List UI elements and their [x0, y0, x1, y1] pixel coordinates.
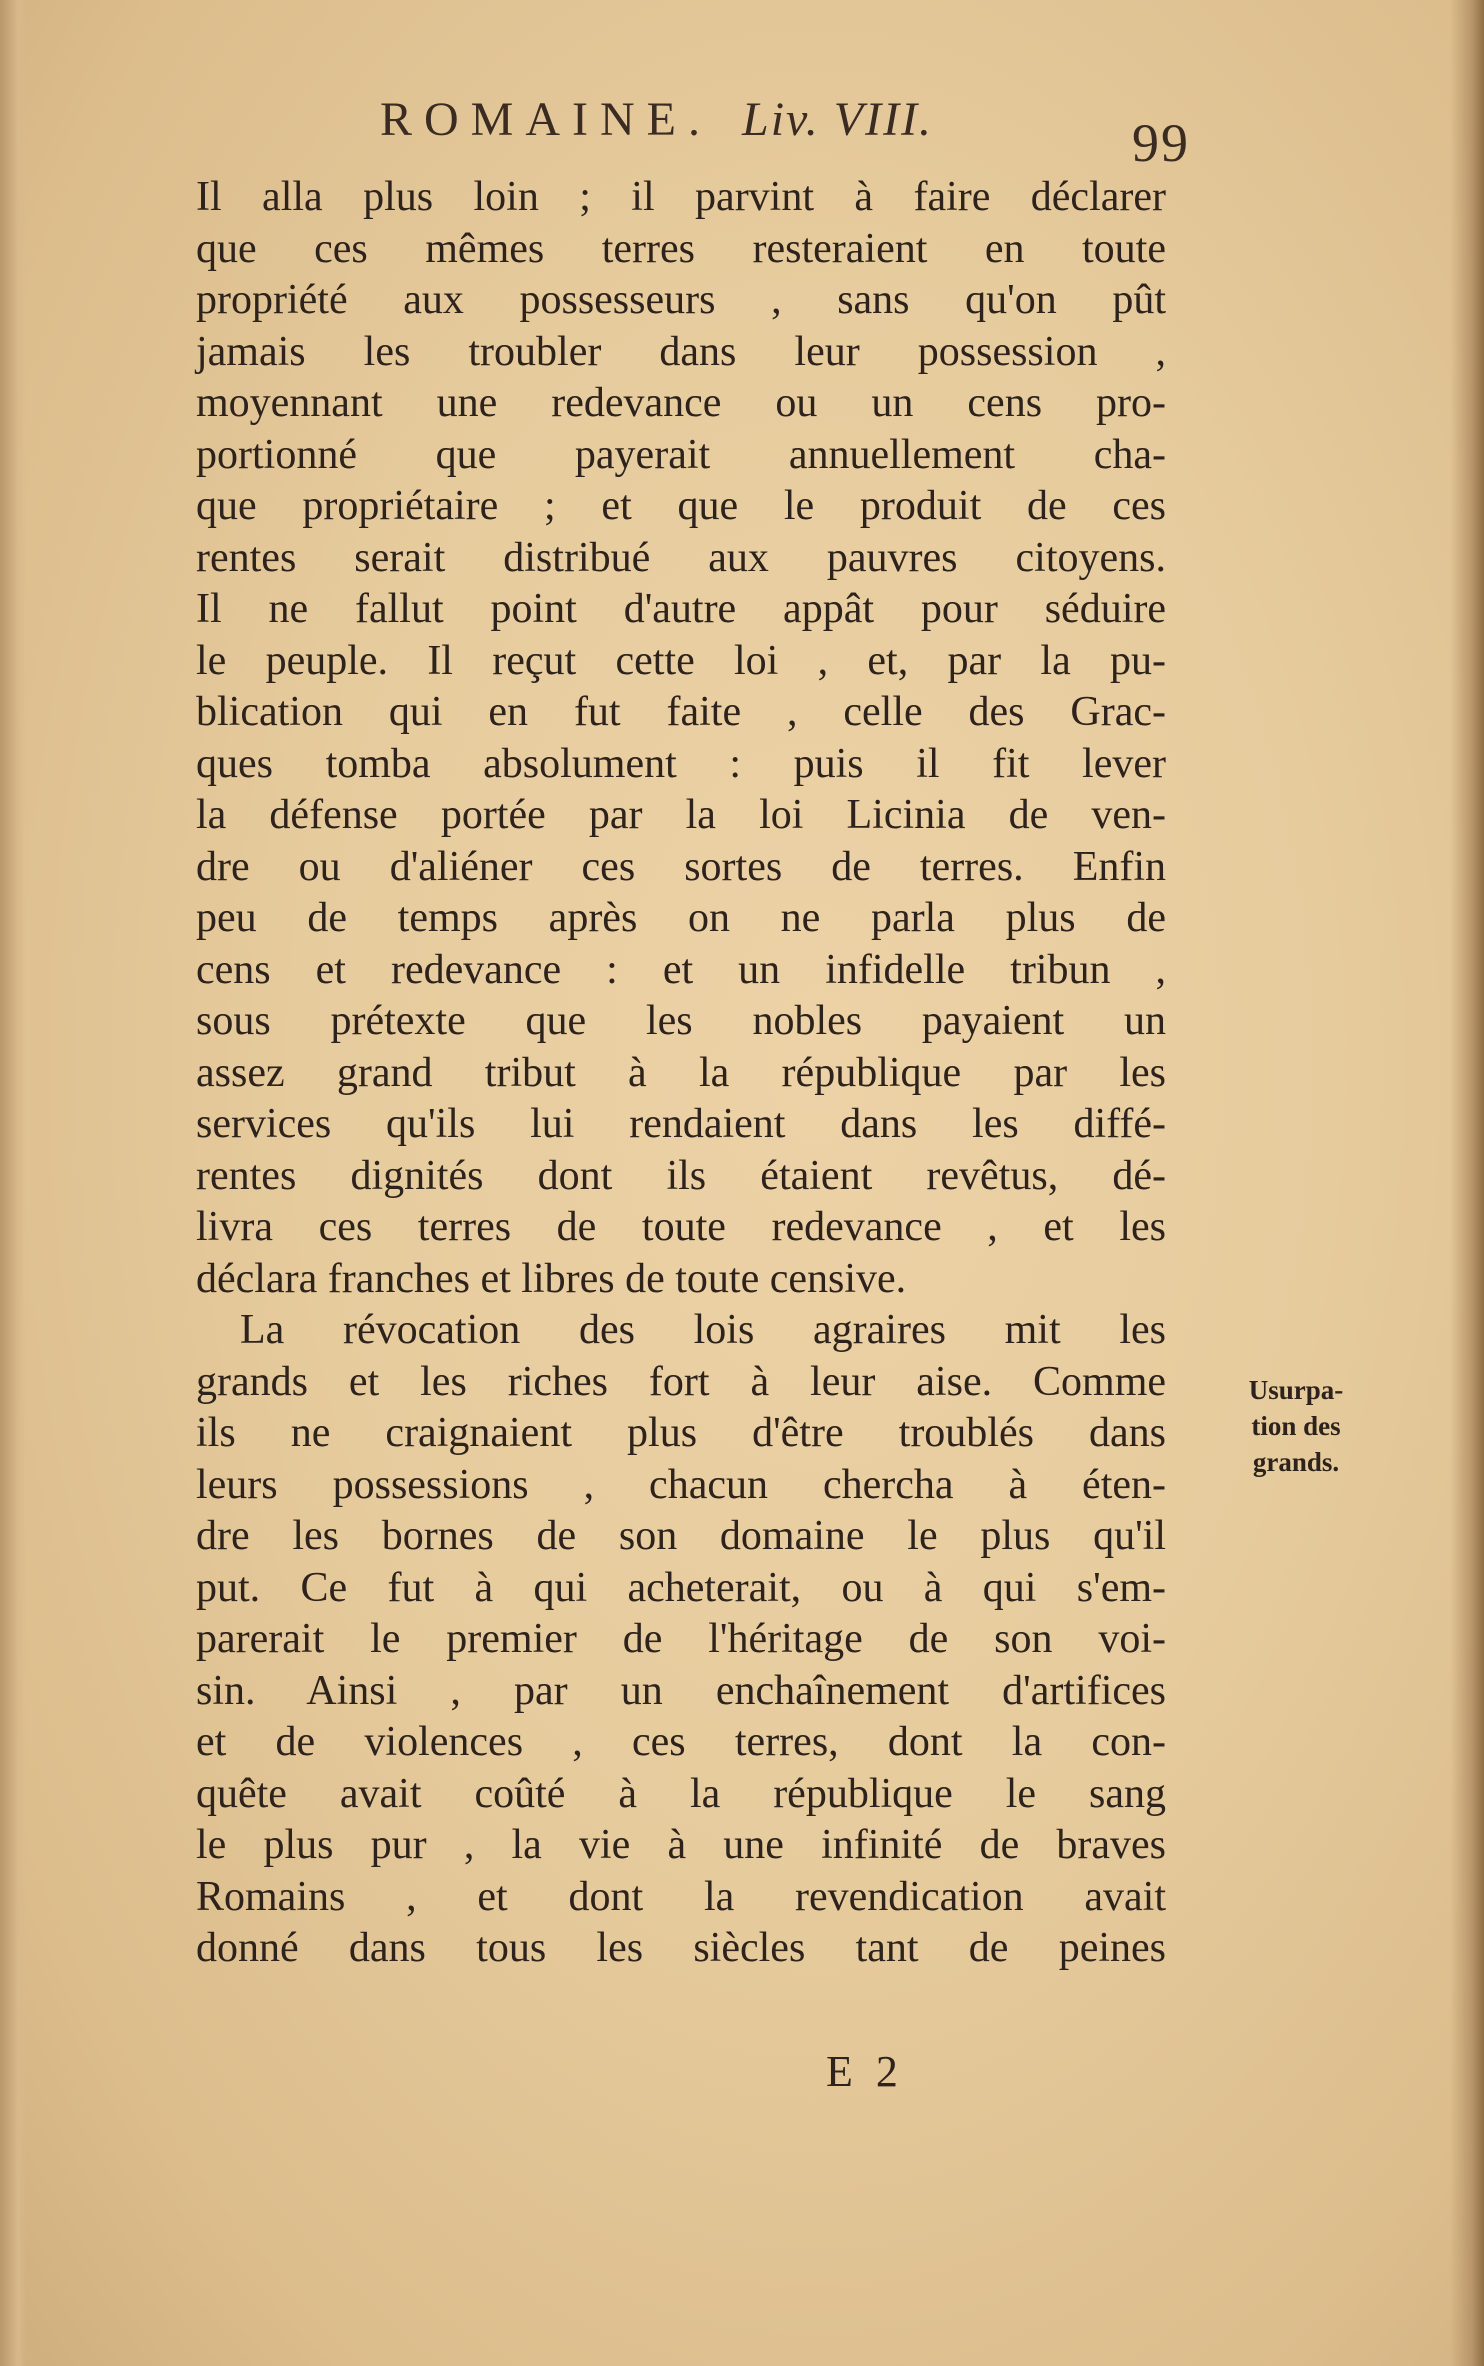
text-line: propriété aux possesseurs , sans qu'on pût: [196, 277, 1166, 323]
running-head: [380, 92, 933, 147]
text-line: le peuple. Il reçut cette loi , et, par la pu-: [196, 637, 1166, 684]
running-title: ROMAINE.: [380, 93, 712, 146]
text-line: rentes dignités dont ils étaient revêtus, dé-: [196, 1152, 1166, 1199]
page-header: [380, 92, 1210, 172]
text-line: La révocation des lois agraires mit les: [240, 1307, 1166, 1353]
text-line: quête avait coûté à la république le sang: [196, 1770, 1166, 1817]
text-line: rentes serait distribué aux pauvres citoyens.: [196, 534, 1166, 581]
body-text: [196, 172, 1166, 1975]
signature-mark: E 2: [826, 2047, 904, 2096]
text-line: dre les bornes de son domaine le plus qu'il: [196, 1513, 1166, 1559]
book-number: Liv. VIII.: [742, 93, 934, 146]
text-line: la défense portée par la loi Licinia de ven-: [196, 792, 1166, 838]
page-left-edge: [0, 0, 26, 2366]
text-line: donné dans tous les siècles tant de peines: [196, 1925, 1166, 1971]
text-line: sous prétexte que les nobles payaient un: [196, 998, 1166, 1044]
margin-note: [1226, 1372, 1366, 1480]
text-line: que ces mêmes terres resteraient en toute: [196, 225, 1166, 272]
text-line: put. Ce fut à qui acheterait, ou à qui s'em-: [196, 1564, 1166, 1611]
text-line: dre ou d'aliéner ces sortes de terres. Enfin: [196, 843, 1166, 890]
text-line: blication qui en fut faite , celle des Grac-: [196, 689, 1166, 735]
page-right-edge: [1450, 0, 1484, 2366]
text-line: et de violences , ces terres, dont la con-: [196, 1719, 1166, 1765]
margin-note-line: Usurpa-: [1248, 1375, 1344, 1405]
text-line: ils ne craignaient plus d'être troublés dans: [196, 1410, 1166, 1456]
text-line: parerait le premier de l'héritage de son voi-: [196, 1616, 1166, 1662]
text-line: ques tomba absolument : puis il fit lever: [196, 740, 1166, 787]
margin-note-line: tion des: [1251, 1411, 1341, 1441]
text-line: portionné que payerait annuellement cha-: [196, 431, 1166, 478]
text-line: grands et les riches fort à leur aise. Comme: [196, 1358, 1166, 1405]
text-line: Il ne fallut point d'autre appât pour séduire: [196, 586, 1166, 632]
text-line: sin. Ainsi , par un enchaînement d'artifices: [196, 1667, 1166, 1714]
text-line: peu de temps après on ne parla plus de: [196, 895, 1166, 941]
text-line: Romains , et dont la revendication avait: [196, 1873, 1166, 1920]
text-line: déclara franches et libres de toute censive.: [196, 1255, 907, 1302]
page-number: 99: [1132, 113, 1190, 173]
text-line: cens et redevance : et un infidelle tribun ,: [196, 946, 1166, 993]
text-line: assez grand tribut à la république par les: [196, 1049, 1166, 1096]
margin-note-line: grands.: [1252, 1447, 1340, 1477]
text-line: services qu'ils lui rendaient dans les diffé-: [196, 1101, 1166, 1147]
text-line: Il alla plus loin ; il parvint à faire déclarer: [196, 174, 1166, 220]
text-line: le plus pur , la vie à une infinité de braves: [196, 1822, 1166, 1868]
text-line: livra ces terres de toute redevance , et les: [196, 1204, 1166, 1250]
text-line: jamais les troubler dans leur possession ,: [196, 328, 1166, 375]
text-line: que propriétaire ; et que le produit de ces: [196, 483, 1166, 529]
text-line: moyennant une redevance ou un cens pro-: [196, 380, 1166, 426]
text-line: leurs possessions , chacun chercha à éten-: [196, 1461, 1166, 1508]
